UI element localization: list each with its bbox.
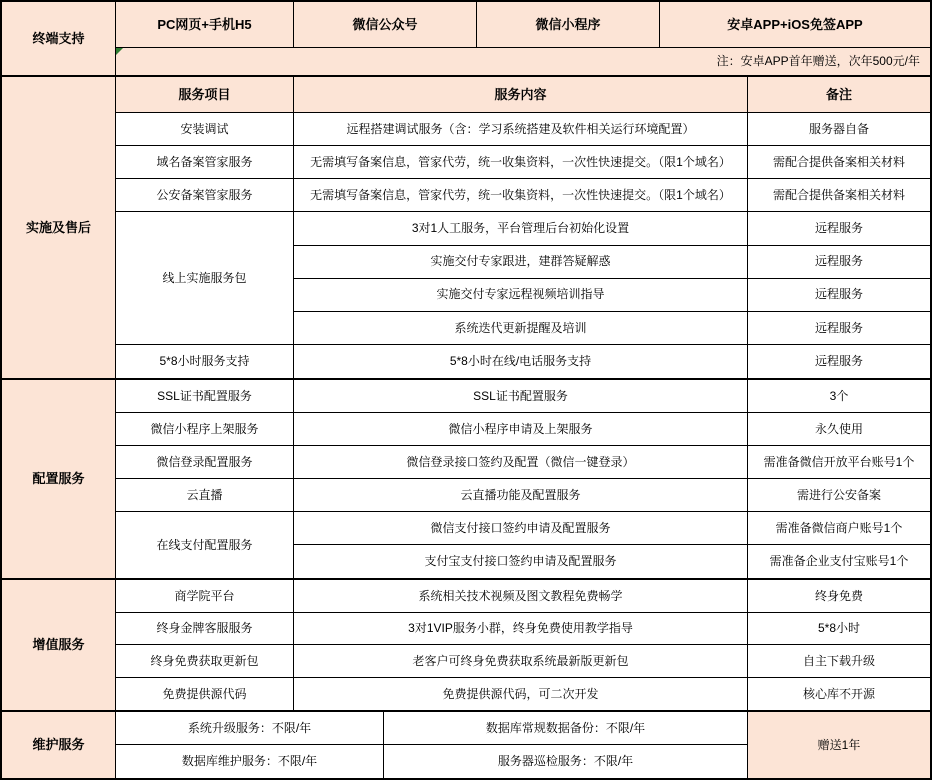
service-remark-cell: 终身免费 xyxy=(748,580,930,613)
service-item-cell: 5*8小时服务支持 xyxy=(116,345,294,378)
service-item-cell: 云直播 xyxy=(116,479,294,512)
service-item-cell: 公安备案管家服务 xyxy=(116,179,294,212)
service-remark-cell: 自主下载升级 xyxy=(748,645,930,678)
service-remark-cell: 需进行公安备案 xyxy=(748,479,930,512)
excel-comment-marker-icon xyxy=(116,48,123,55)
section-label-implementation: 实施及售后 xyxy=(2,77,116,378)
platform-wechat-miniprogram: 微信小程序 xyxy=(477,2,660,48)
service-item-cell: 微信小程序上架服务 xyxy=(116,413,294,446)
col-header-service-content: 服务内容 xyxy=(294,77,748,113)
maintenance-cell: 数据库维护服务：不限/年 xyxy=(116,745,384,778)
service-item-cell: 安装调试 xyxy=(116,113,294,146)
section-label-terminal-support: 终端支持 xyxy=(2,2,116,75)
section-config xyxy=(2,378,930,578)
service-remark-cell: 远程服务 xyxy=(748,312,930,345)
service-content-cell: 支付宝支付接口签约申请及配置服务 xyxy=(294,545,748,578)
section-maintenance xyxy=(2,710,930,778)
service-remark-cell: 远程服务 xyxy=(748,246,930,279)
section-value-added xyxy=(2,578,930,710)
service-item-cell: 免费提供源代码 xyxy=(116,678,294,711)
service-remark-cell: 3个 xyxy=(748,380,930,413)
service-remark-cell: 需准备企业支付宝账号1个 xyxy=(748,545,930,578)
service-content-cell: 实施交付专家跟进，建群答疑解惑 xyxy=(294,246,748,279)
service-content-cell: 系统迭代更新提醒及培训 xyxy=(294,312,748,345)
service-item-cell: 微信登录配置服务 xyxy=(116,446,294,479)
android-app-note xyxy=(116,48,930,75)
col-header-service-item: 服务项目 xyxy=(116,77,294,113)
service-remark-cell: 服务器自备 xyxy=(748,113,930,146)
service-content-cell: 云直播功能及配置服务 xyxy=(294,479,748,512)
maintenance-cell: 系统升级服务：不限/年 xyxy=(116,712,384,745)
service-remark-cell: 需配合提供备案相关材料 xyxy=(748,146,930,179)
service-remark-cell: 远程服务 xyxy=(748,212,930,245)
service-content-cell: 免费提供源代码，可二次开发 xyxy=(294,678,748,711)
service-content-cell: 老客户可终身免费获取系统最新版更新包 xyxy=(294,645,748,678)
service-content-cell: 远程搭建调试服务（含：学习系统搭建及软件相关运行环境配置） xyxy=(294,113,748,146)
platform-android-ios: 安卓APP+iOS免签APP xyxy=(660,2,930,48)
service-item-cell: SSL证书配置服务 xyxy=(116,380,294,413)
platform-pc-h5: PC网页+手机H5 xyxy=(116,2,294,48)
android-app-note-text: 注：安卓APP首年赠送，次年500元/年 xyxy=(716,54,920,69)
service-remark-cell: 需配合提供备案相关材料 xyxy=(748,179,930,212)
service-content-cell: SSL证书配置服务 xyxy=(294,380,748,413)
service-item-cell-merged: 线上实施服务包 xyxy=(116,212,294,345)
service-content-cell: 3对1VIP服务小群，终身免费使用教学指导 xyxy=(294,613,748,646)
service-remark-cell: 需准备微信商户账号1个 xyxy=(748,512,930,545)
service-remark-cell: 远程服务 xyxy=(748,279,930,312)
service-item-cell: 终身免费获取更新包 xyxy=(116,645,294,678)
maintenance-cell: 服务器巡检服务：不限/年 xyxy=(384,745,748,778)
service-item-cell-merged: 在线支付配置服务 xyxy=(116,512,294,578)
service-content-cell: 微信小程序申请及上架服务 xyxy=(294,413,748,446)
section-implementation xyxy=(2,75,930,378)
service-content-cell: 系统相关技术视频及图文教程免费畅学 xyxy=(294,580,748,613)
col-header-remark: 备注 xyxy=(748,77,930,113)
service-content-cell: 实施交付专家远程视频培训指导 xyxy=(294,279,748,312)
service-remark-cell: 核心库不开源 xyxy=(748,678,930,711)
platform-wechat-official: 微信公众号 xyxy=(294,2,477,48)
service-item-cell: 商学院平台 xyxy=(116,580,294,613)
service-remark-cell: 永久使用 xyxy=(748,413,930,446)
maintenance-remark-cell: 赠送1年 xyxy=(748,712,930,778)
service-content-cell: 微信支付接口签约申请及配置服务 xyxy=(294,512,748,545)
service-content-cell: 无需填写备案信息，管家代劳，统一收集资料，一次性快速提交。（限1个域名） xyxy=(294,146,748,179)
section-label-config: 配置服务 xyxy=(2,380,116,578)
service-remark-cell: 需准备微信开放平台账号1个 xyxy=(748,446,930,479)
section-label-value-added: 增值服务 xyxy=(2,580,116,710)
service-content-cell: 微信登录接口签约及配置（微信一键登录） xyxy=(294,446,748,479)
service-content-cell: 5*8小时在线/电话服务支持 xyxy=(294,345,748,378)
section-label-maintenance: 维护服务 xyxy=(2,712,116,778)
service-remark-cell: 5*8小时 xyxy=(748,613,930,646)
service-item-cell: 终身金牌客服服务 xyxy=(116,613,294,646)
service-content-cell: 无需填写备案信息，管家代劳，统一收集资料，一次性快速提交。（限1个域名） xyxy=(294,179,748,212)
section-terminal-support xyxy=(2,2,930,75)
service-content-cell: 3对1人工服务，平台管理后台初始化设置 xyxy=(294,212,748,245)
service-remark-cell: 远程服务 xyxy=(748,345,930,378)
maintenance-cell: 数据库常规数据备份：不限/年 xyxy=(384,712,748,745)
service-item-cell: 域名备案管家服务 xyxy=(116,146,294,179)
